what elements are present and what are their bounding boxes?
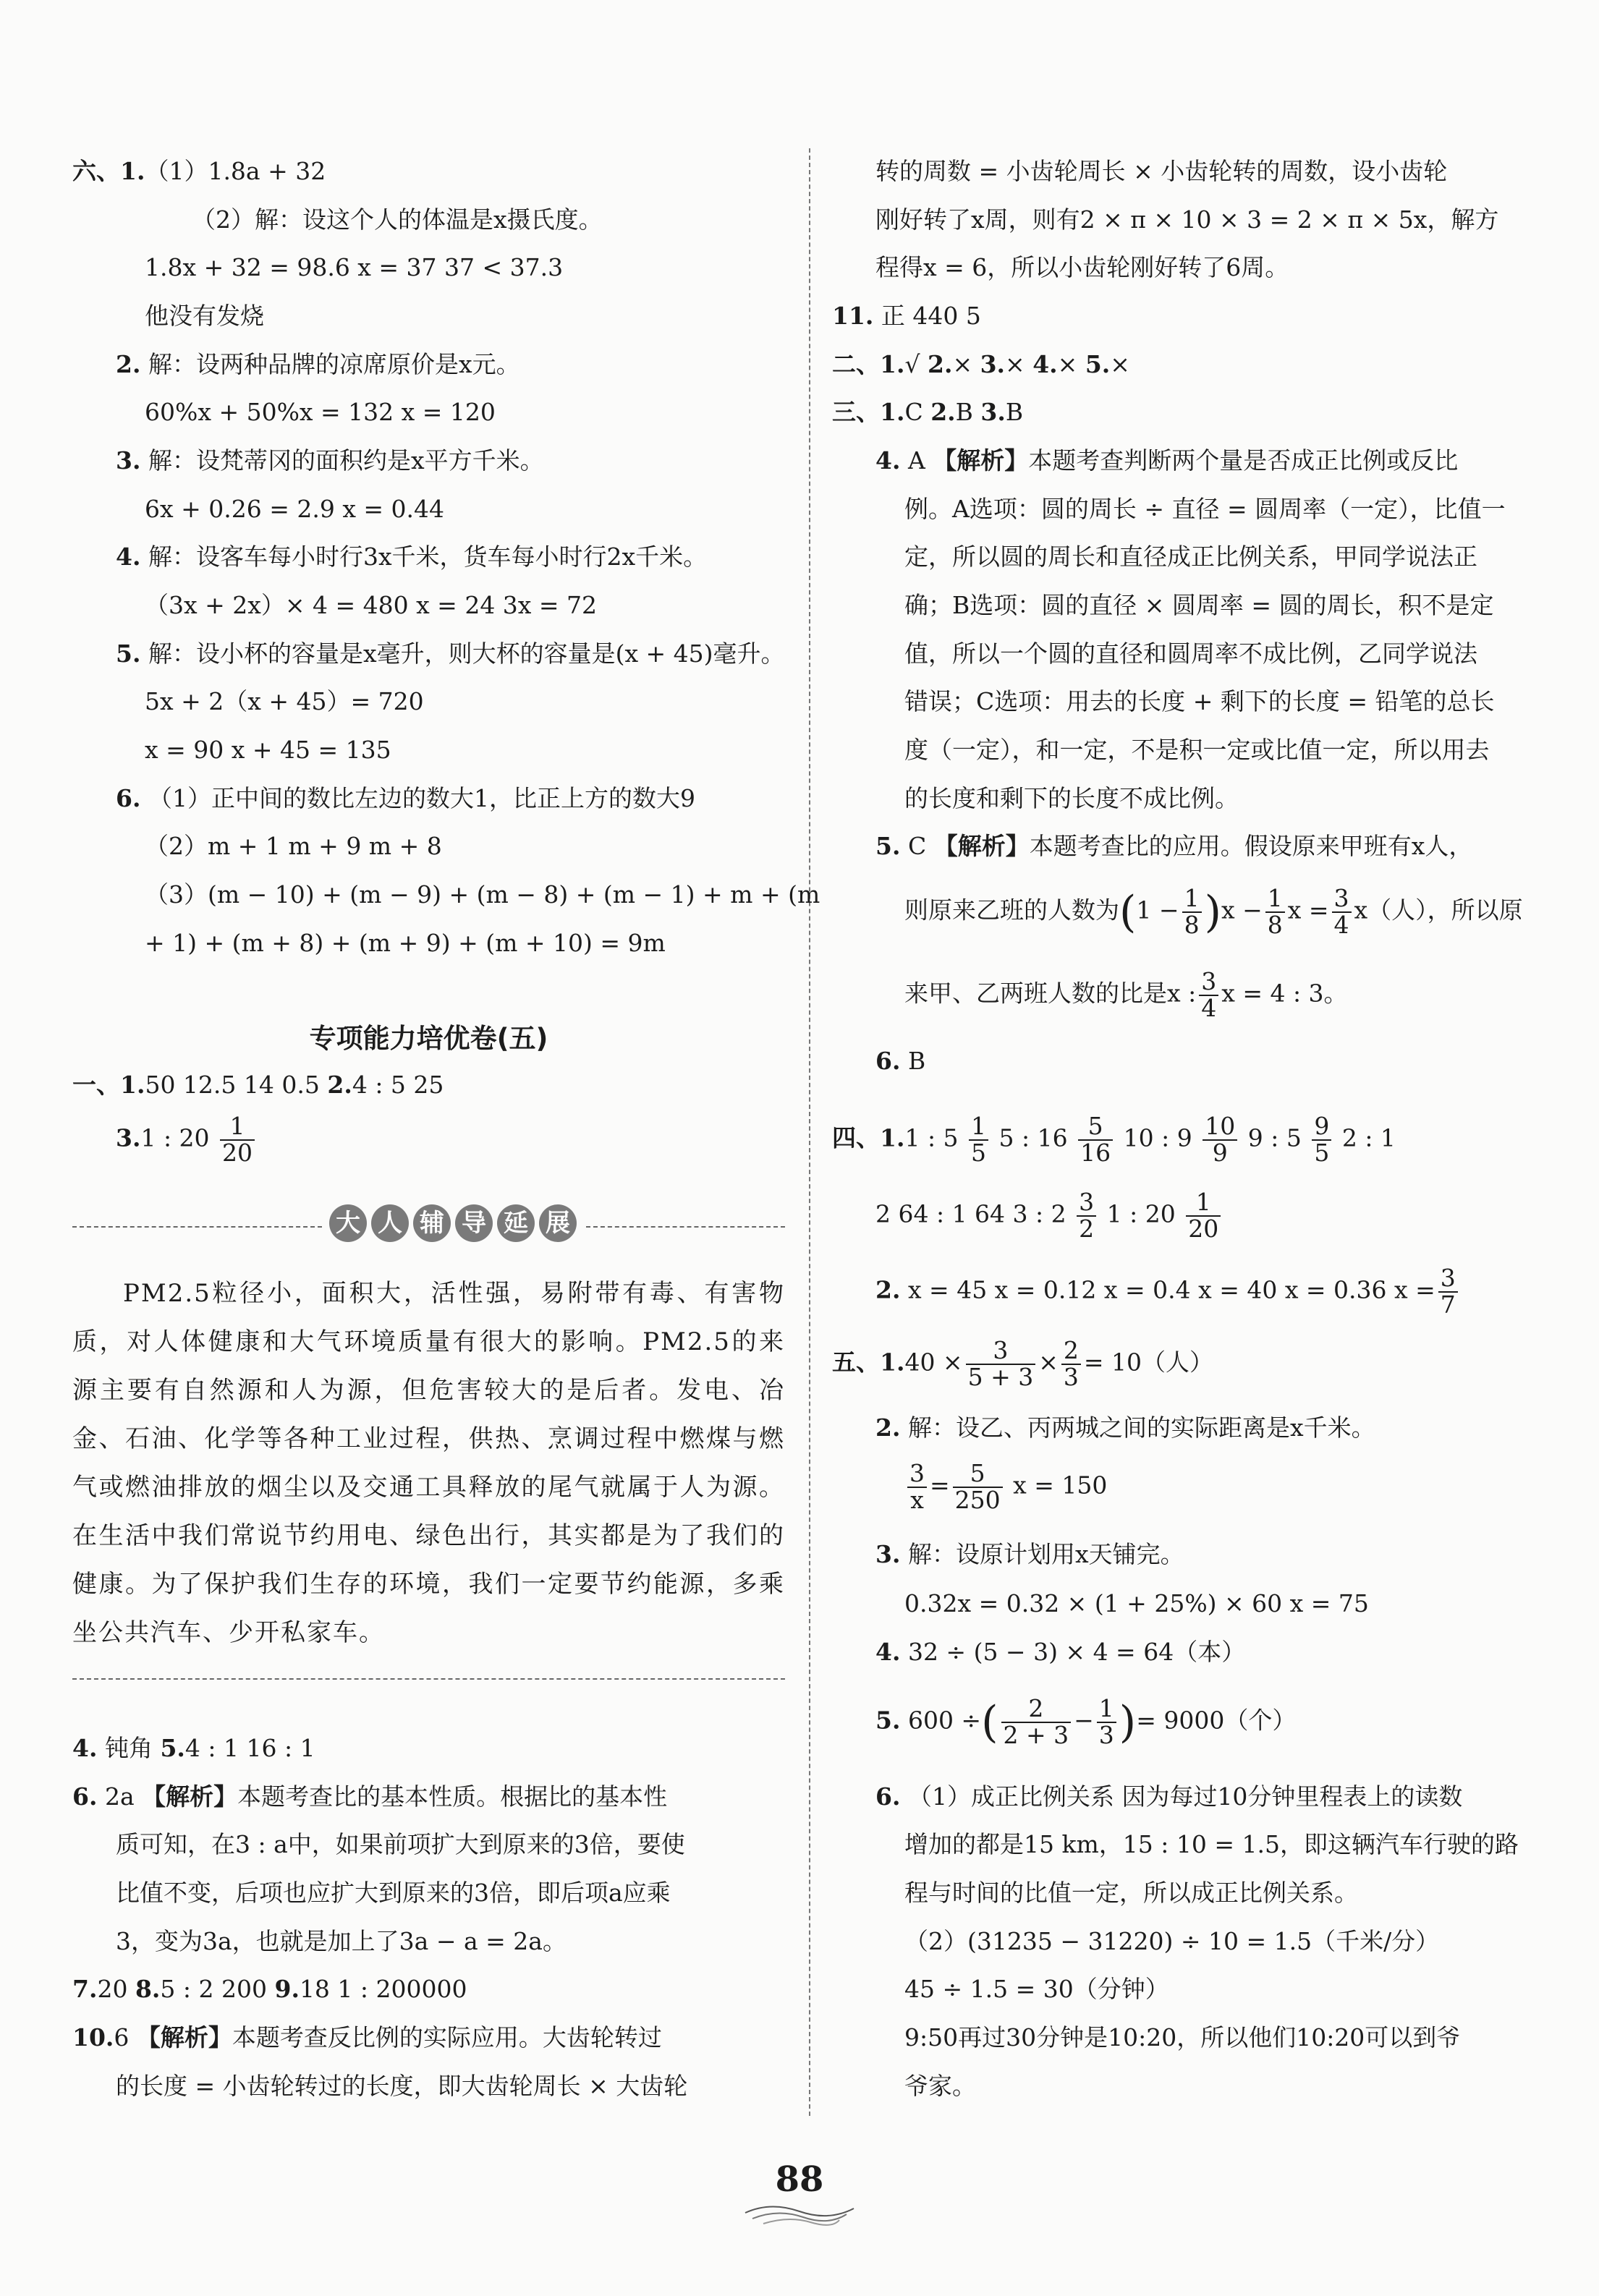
answer-line xyxy=(832,300,981,332)
banner-char: 延 xyxy=(497,1204,535,1242)
answer-text: 解：设乙、丙两城之间的实际距离是x千米。 xyxy=(907,1413,1375,1442)
answer-line: （2）m + 1 m + 9 m + 8 xyxy=(145,832,442,860)
question-number: 6. xyxy=(875,1782,901,1811)
question-number: 四、1. xyxy=(832,1123,905,1152)
analysis-label: 【解析】 xyxy=(933,446,1029,475)
answer-line xyxy=(875,1539,1184,1570)
question-number: 3. xyxy=(875,1540,901,1568)
answer-line: 错误；C选项：用去的长度 + 剩下的长度 = 铅笔的总长 xyxy=(904,687,1495,715)
question-number: 6. xyxy=(875,1047,901,1075)
answer-line xyxy=(875,445,1458,477)
fraction: $\frac{1}{8}$ xyxy=(1182,886,1202,937)
answer-text: 5 : 2 200 xyxy=(160,1975,267,2003)
answer-text: C xyxy=(907,832,927,860)
answer-line xyxy=(875,1636,1245,1668)
column-divider xyxy=(809,148,810,2116)
fraction: $\frac{1}{20}$ xyxy=(1186,1190,1221,1241)
question-number: 7. xyxy=(72,1975,98,2003)
answer-line xyxy=(72,156,326,187)
fraction: $\frac{5}{16}$ xyxy=(1078,1114,1113,1165)
analysis-label: 【解析】 xyxy=(142,1782,238,1811)
answer-line xyxy=(72,1069,444,1101)
answer-text: （1）1.8a + 32 xyxy=(145,157,326,185)
answer-text: 本题考查反比例的实际应用。大齿轮转过 xyxy=(232,2023,662,2051)
answer-line: （3）(m − 10) + (m − 9) + (m − 8) + (m − 1) + m + (m xyxy=(145,880,820,909)
answer-text: 本题考查比的基本性质。根据比的基本性 xyxy=(237,1782,668,1811)
answer-line: 确；B选项：圆的直径 × 圆周率 = 圆的周长，积不是定 xyxy=(904,591,1494,619)
answer-line: 45 ÷ 1.5 = 30（分钟） xyxy=(904,1975,1169,2003)
question-number: 4. xyxy=(72,1734,98,1762)
question-number: 5. xyxy=(875,832,901,860)
question-number: 3. xyxy=(116,446,141,475)
question-number: 三、1. xyxy=(832,398,905,426)
answer-line: 则原来乙班的人数为(1 − $\frac{1}{8}$ )x − $\frac{1}{8}$ x = $\frac{3}{4}$ x（人），所以原 xyxy=(904,884,1523,939)
fraction: $\frac{2}{2 + 3}$ xyxy=(1001,1696,1072,1748)
answer-line xyxy=(116,445,544,477)
answer-text: （1）正中间的数比左边的数大1，比正上方的数大9 xyxy=(148,784,695,812)
answer-line xyxy=(875,1781,1462,1813)
answer-line: 他没有发烧 xyxy=(145,302,264,330)
answer-line: 定，所以圆的周长和直径成正比例关系，甲同学说法正 xyxy=(904,543,1477,571)
fraction: $\frac{3}{x}$ xyxy=(907,1461,927,1513)
page-footer xyxy=(738,2159,861,2235)
answer-line xyxy=(116,1114,258,1165)
answer-line xyxy=(875,1412,1375,1444)
answer-line: 6x + 0.26 = 2.9 x = 0.44 xyxy=(145,495,445,523)
question-number: 4. xyxy=(116,543,141,571)
answer-text: 18 1 : 200000 xyxy=(299,1975,467,2003)
answer-line: 0.32x = 0.32 × (1 + 25%) × 60 x = 75 xyxy=(904,1589,1369,1617)
banner-title xyxy=(329,1204,581,1242)
answer-line: 60%x + 50%x = 132 x = 120 xyxy=(145,398,496,426)
question-number: 2. xyxy=(327,1071,352,1099)
fraction: $\frac{1}{20}$ xyxy=(220,1114,255,1165)
question-number: 一、1. xyxy=(72,1071,145,1099)
question-number: 2. xyxy=(875,1275,901,1304)
answer-text: 钝角 xyxy=(104,1734,153,1762)
question-number: 4. xyxy=(875,446,901,475)
answer-text: 解：设原计划用x天铺完。 xyxy=(907,1540,1184,1568)
answer-line xyxy=(72,1732,315,1764)
fraction: $\frac{3}{7}$ xyxy=(1438,1266,1458,1317)
answer-text: 32 ÷ (5 − 3) × 4 = 64（本） xyxy=(907,1638,1246,1666)
question-number: 六、1. xyxy=(72,157,145,185)
answer-line: 二、1.√ 2.× 3.× 4.× 5.× xyxy=(832,350,1130,378)
answer-line: 刚好转了x周，则有2 × π × 10 × 3 = 2 × π × 5x，解方 xyxy=(875,205,1499,234)
analysis-label: 【解析】 xyxy=(933,832,1030,860)
tutoring-banner xyxy=(72,1204,785,1248)
fraction: $\frac{3}{4}$ xyxy=(1332,886,1352,937)
answer-line: x = 90 x + 45 = 135 xyxy=(145,736,391,764)
question-number: 6. xyxy=(72,1782,98,1811)
answer-line: 三、1.C 2.B 3.B xyxy=(832,398,1024,426)
answer-line xyxy=(72,1973,467,2005)
answer-line: 四、1.1 : 5 $\frac{1}{5}$ 5 : 16 $\frac{5}{16}$ 10 : 9 $\frac{10}{9}$ 9 : 5 $\frac{9}{5}$ 2 : 1 xyxy=(832,1112,1396,1167)
answer-line: 5. 600 ÷( $\frac{2}{2 + 3}$ − $\frac{1}{3}$ )= 9000（个） xyxy=(875,1694,1297,1749)
answer-line: $\frac{3}{x}$ = $\frac{5}{250}$ x = 150 xyxy=(904,1461,1107,1513)
analysis-label: 【解析】 xyxy=(136,2023,232,2051)
answer-text: 解：设两种品牌的凉席原价是x元。 xyxy=(148,350,520,378)
question-number: 9. xyxy=(274,1975,300,2003)
answer-text: 解：设小杯的容量是x毫升，则大杯的容量是(x + 45)毫升。 xyxy=(148,639,785,668)
answer-line xyxy=(72,1781,667,1813)
page-number: 88 xyxy=(775,2159,824,2200)
answer-line: 来甲、乙两班人数的比是x : $\frac{3}{4}$ x = 4 : 3。 xyxy=(904,967,1348,1022)
answer-line: 5x + 2（x + 45）= 720 xyxy=(145,687,424,715)
answer-text: 50 12.5 14 0.5 xyxy=(145,1071,320,1099)
fraction: $\frac{9}{5}$ xyxy=(1312,1114,1331,1165)
answer-text: 4 : 5 25 xyxy=(352,1071,444,1099)
answer-line: 比值不变，后项也应扩大到原来的3倍，即后项a应乘 xyxy=(116,1879,671,1907)
answer-text: 本题考查判断两个量是否成正比例或反比 xyxy=(1028,446,1459,475)
question-number: 4. xyxy=(875,1638,901,1666)
answer-text: 1 : 20 xyxy=(140,1123,210,1152)
fraction: $\frac{10}{9}$ xyxy=(1203,1114,1237,1165)
answer-text: 正 440 5 xyxy=(881,302,981,330)
fraction: $\frac{1}{3}$ xyxy=(1097,1696,1116,1748)
answer-text: （1）成正比例关系 因为每过10分钟里程表上的读数 xyxy=(907,1782,1463,1811)
banner-char: 大 xyxy=(329,1204,367,1242)
answer-line: （2）(31235 − 31220) ÷ 10 = 1.5（千米/分） xyxy=(904,1927,1440,1955)
answer-text: 6 xyxy=(114,2023,130,2051)
answer-line: 2. x = 45 x = 0.12 x = 0.4 x = 40 x = 0.36 x = $\frac{3}{7}$ xyxy=(875,1266,1461,1317)
question-number: 6. xyxy=(116,784,141,812)
answer-line: 9:50再过30分钟是10:20，所以他们10:20可以到爷 xyxy=(904,2023,1461,2051)
question-number: 5. xyxy=(160,1734,185,1762)
answer-text: B xyxy=(907,1047,926,1075)
answer-line: 程得x = 6，所以小齿轮刚好转了6周。 xyxy=(875,253,1289,281)
divider xyxy=(72,1678,785,1680)
answer-line: 爷家。 xyxy=(904,2072,976,2100)
answer-line xyxy=(875,1045,925,1077)
question-number: 5. xyxy=(875,1706,901,1735)
question-number: 二、1. xyxy=(832,350,905,378)
section-title: 专项能力培优卷(五) xyxy=(309,1023,548,1054)
answer-line xyxy=(116,638,785,670)
answer-line: 2 64 : 1 64 3 : 2 $\frac{3}{2}$ 1 : 20 $\frac{1}{20}$ xyxy=(875,1190,1223,1241)
question-number: 5. xyxy=(116,639,141,668)
question-number: 2. xyxy=(875,1413,901,1442)
answer-line: 值，所以一个圆的直径和圆周率不成比例，乙同学说法 xyxy=(904,639,1477,668)
answer-text: 4 : 1 16 : 1 xyxy=(184,1734,315,1762)
answer-line: 度（一定），和一定，不是积一定或比值一定，所以用去 xyxy=(904,736,1490,764)
answer-line: 1.8x + 32 = 98.6 x = 37 37 < 37.3 xyxy=(145,253,564,281)
fraction: $\frac{2}{3}$ xyxy=(1061,1338,1081,1390)
answer-text: 20 xyxy=(97,1975,128,2003)
answer-line: + 1) + (m + 8) + (m + 9) + (m + 10) = 9m xyxy=(145,929,666,957)
answer-line: 五、1.40 × $\frac{3}{5 + 3}$ × $\frac{2}{3}$ = 10（人） xyxy=(832,1336,1214,1391)
answer-text: 本题考查比的应用。假设原来甲班有x人， xyxy=(1029,832,1473,860)
answer-text: 解：设梵蒂冈的面积约是x平方千米。 xyxy=(148,446,544,475)
answer-line: 程与时间的比值一定，所以成正比例关系。 xyxy=(904,1879,1358,1907)
fraction: $\frac{3}{4}$ xyxy=(1199,969,1218,1021)
fraction: $\frac{1}{8}$ xyxy=(1265,886,1285,937)
answer-line xyxy=(116,541,707,573)
banner-char: 辅 xyxy=(413,1204,451,1242)
banner-char: 展 xyxy=(539,1204,577,1242)
answer-line: 3，变为3a，也就是加上了3a − a = 2a。 xyxy=(116,1927,567,1955)
question-number: 五、1. xyxy=(832,1348,905,1377)
answer-line xyxy=(72,2022,662,2054)
answer-line xyxy=(116,783,695,815)
answer-line: 增加的都是15 km，15 : 10 = 1.5，即这辆汽车行驶的路 xyxy=(904,1830,1519,1858)
answer-line xyxy=(116,349,520,380)
answer-line: 转的周数 = 小齿轮周长 × 小齿轮转的周数，设小齿轮 xyxy=(875,157,1448,185)
question-number: 11. xyxy=(832,302,874,330)
fraction: $\frac{1}{5}$ xyxy=(969,1114,988,1165)
answer-text: 2a xyxy=(104,1782,135,1811)
extension-paragraph: PM2.5粒径小，面积大，活性强，易附带有毒、有害物质，对人体健康和大气环境质量有很大的影响。PM2.5的来源主要有自然源和人为源，但危害较大的是后者。发电、冶金、石油、化学等各种工业过程，供热、烹调过程中燃煤与燃气或燃油排放的烟尘以及交通工具释放的尾气就属于人为源。在生活中我们常说节约用电、绿色出行，其实都是为了我们的健康。为了保护我们生存的环境，我们一定要节约能源，多乘坐公共汽车、少开私家车。 xyxy=(72,1279,785,1647)
fraction: $\frac{3}{5 + 3}$ xyxy=(966,1338,1036,1390)
question-number: 3. xyxy=(116,1123,141,1152)
answer-text: A xyxy=(907,446,925,475)
answer-line: （3x + 2x）× 4 = 480 x = 24 3x = 72 xyxy=(145,591,598,619)
answer-line: 质可知，在3 : a中，如果前项扩大到原来的3倍，要使 xyxy=(116,1830,685,1858)
banner-char: 人 xyxy=(371,1204,409,1242)
answer-line xyxy=(875,830,1472,862)
answer-line: （2）解：设这个人的体温是x摄氏度。 xyxy=(192,205,603,234)
answer-line: 的长度 = 小齿轮转过的长度，即大齿轮周长 × 大齿轮 xyxy=(116,2072,688,2100)
banner-char: 导 xyxy=(455,1204,493,1242)
question-number: 8. xyxy=(135,1975,161,2003)
question-number: 2. xyxy=(116,350,141,378)
wave-ornament-icon xyxy=(738,2200,861,2229)
answer-line: 例。A选项：圆的周长 ÷ 直径 = 圆周率（一定），比值一 xyxy=(904,495,1506,523)
answer-line: 的长度和剩下的长度不成比例。 xyxy=(904,784,1239,812)
question-number: 10. xyxy=(72,2023,114,2051)
fraction: $\frac{5}{250}$ xyxy=(953,1461,1003,1513)
answer-text: 解：设客车每小时行3x千米，货车每小时行2x千米。 xyxy=(148,543,708,571)
fraction: $\frac{3}{2}$ xyxy=(1077,1190,1096,1241)
